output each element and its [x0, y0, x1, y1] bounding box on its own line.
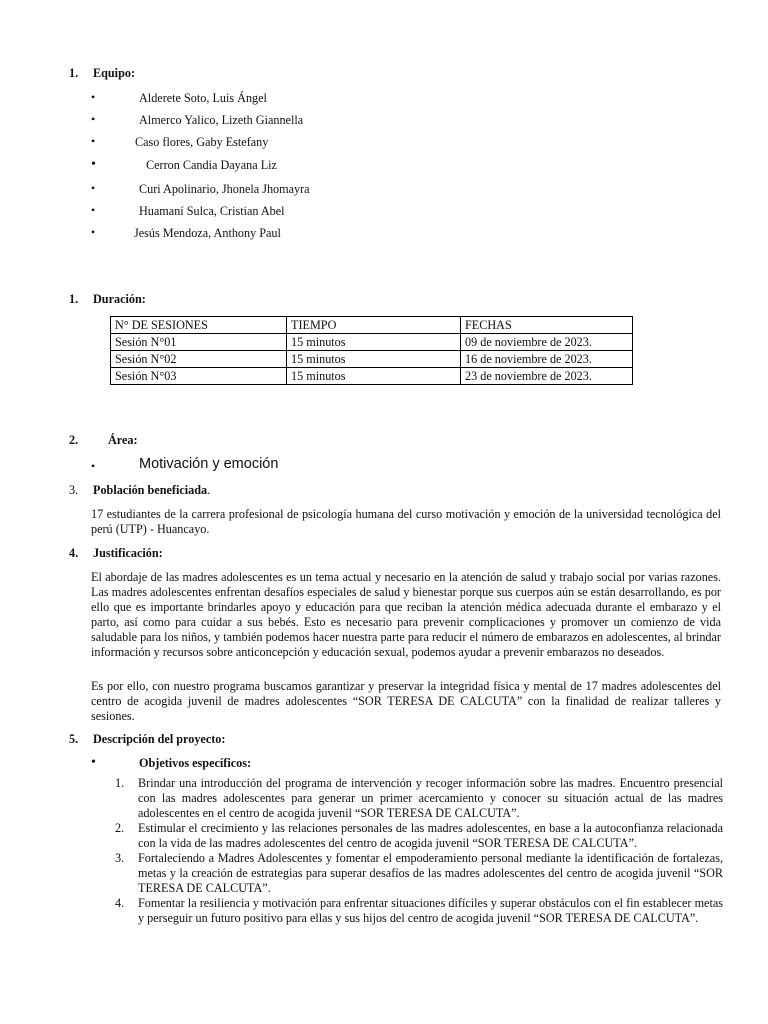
area-item: Motivación y emoción: [139, 456, 279, 472]
table-row: [111, 368, 633, 385]
list-item-text: Estimular el crecimiento y las relaciones personales de las madres adolescentes, en base a la autoconfianza relacionada con la vida de las madres adolescentes del centro de acogida juvenil “SOR TERESA DE CALCUTA”.: [138, 821, 723, 850]
table-row: [111, 334, 633, 351]
justificacion-paragraph-2: Es por ello, con nuestro programa buscamos garantizar y preservar la integridad física y mental de 17 madres adolescentes del centro de acogida juvenil de madres adolescentes “SOR TERESA DE CALCUTA” con la finalidad de realizar talleres y sesiones.: [91, 679, 721, 723]
poblacion-text: 17 estudiantes de la carrera profesional de psicología humana del curso motivación y emoción de la universidad tecnológica del perú (UTP) - Huancayo.: [91, 507, 721, 536]
list-item: [113, 776, 723, 821]
list-item: [113, 851, 723, 896]
section-number-justificacion: 4.: [69, 546, 79, 560]
team-member: Jesús Mendoza, Anthony Paul: [134, 226, 281, 240]
list-item-number: 2.: [115, 821, 125, 835]
bullet-icon: •: [91, 181, 96, 195]
justificacion-paragraph-1: El abordaje de las madres adolescentes es un tema actual y necesario en la atención de salud y trabajo social por varias razones. Las madres adolescentes enfrentan desafíos especiales de salud y bienestar porque sus cuerpos aún se están desarrollando, es por ello que es importante brindarles apoyo y educación para que reciban la atención médica adecuada durante el embarazo y el parto, así como para cuidar a sus bebés. Esto es necesario para prevenir complicaciones y promover un comienzo de vida saludable para los niños, y también podemos hacer nuestra parte para reducir el número de embarazos en adolescentes, al brindar información y recursos sobre anticoncepción y educación sexual, podemos ayudar a prevenir embarazos no deseados.: [91, 570, 721, 659]
table-cell: 15 minutos: [287, 334, 461, 351]
table-row: [111, 351, 633, 368]
bullet-icon: •: [91, 755, 96, 770]
list-item-text: Brindar una introducción del programa de intervención y recoger información sobre las madres. Encuentro presencial con las madres adolescentes para generar un primer acercamiento y conocer su situación actual de las madres adolescentes en el centro de acogida juvenil “SOR TERESA DE CALCUTA”.: [138, 776, 723, 820]
bullet-icon: •: [91, 112, 96, 126]
table-cell: 16 de noviembre de 2023.: [461, 351, 633, 368]
team-member: Huamaní Sulca, Cristian Abel: [139, 204, 285, 218]
table-header-cell: TIEMPO: [287, 317, 461, 334]
section-title-equipo: Equipo:: [93, 66, 136, 80]
section-title-suffix: .: [207, 483, 211, 497]
team-member: Almerco Yalico, Lizeth Giannella: [139, 113, 304, 127]
bullet-icon: •: [91, 459, 96, 473]
table-cell: 09 de noviembre de 2023.: [461, 334, 633, 351]
sessions-table: [110, 316, 633, 385]
section-title-poblacion: Población beneficiada: [93, 483, 208, 497]
list-item-number: 3.: [115, 851, 125, 865]
team-member: Curi Apolinario, Jhonela Jhomayra: [139, 182, 310, 196]
section-title-area: Área:: [108, 433, 138, 447]
list-item-number: 1.: [115, 776, 125, 790]
table-header-row: [111, 317, 633, 334]
team-member: Alderete Soto, Luis Ángel: [139, 91, 267, 105]
table-cell: 15 minutos: [287, 368, 461, 385]
section-title-duracion: Duración:: [93, 292, 146, 306]
section-heading-poblacion: [93, 483, 210, 498]
section-number-descripcion: 5.: [69, 732, 79, 746]
table-header-cell: FECHAS: [461, 317, 633, 334]
table-cell: Sesión N°03: [111, 368, 287, 385]
bullet-icon: •: [91, 134, 96, 148]
table-cell: 23 de noviembre de 2023.: [461, 368, 633, 385]
table-header-cell: N° DE SESIONES: [111, 317, 287, 334]
section-title-descripcion: Descripción del proyecto:: [93, 732, 226, 746]
section-number-poblacion: 3.: [69, 483, 79, 497]
section-number-duracion: 1.: [69, 292, 79, 306]
section-title-justificacion: Justificación:: [93, 546, 163, 560]
team-member: Cerron Candia Dayana Liz: [146, 158, 277, 172]
bullet-icon: •: [91, 225, 96, 239]
list-item-text: Fomentar la resiliencia y motivación para enfrentar situaciones difíciles y superar obstáculos con el fin establecer metas y perseguir un futuro positivo para ellas y sus hijos del centro de acogida juvenil “SOR TERESA DE CALCUTA”.: [138, 896, 723, 925]
list-item: [113, 821, 723, 851]
bullet-icon: •: [91, 203, 96, 217]
objectives-list: [113, 776, 723, 926]
table-cell: 15 minutos: [287, 351, 461, 368]
table-cell: Sesión N°02: [111, 351, 287, 368]
list-item-text: Fortaleciendo a Madres Adolescentes y fomentar el empoderamiento personal mediante la identificación de fortalezas, metas y la creación de estrategias para superar desafíos de las madres adolescentes del centro de acogida juvenil “SOR TERESA DE CALCUTA”.: [138, 851, 723, 895]
section-number-equipo: 1.: [69, 66, 79, 80]
table-cell: Sesión N°01: [111, 334, 287, 351]
list-item-number: 4.: [115, 896, 125, 910]
objectives-subtitle: Objetivos específicos:: [139, 756, 252, 770]
bullet-icon: •: [91, 90, 96, 104]
list-item: [113, 896, 723, 926]
team-member: Caso flores, Gaby Estefany: [135, 135, 269, 149]
bullet-icon: •: [91, 157, 96, 172]
section-number-area: 2.: [69, 433, 79, 447]
